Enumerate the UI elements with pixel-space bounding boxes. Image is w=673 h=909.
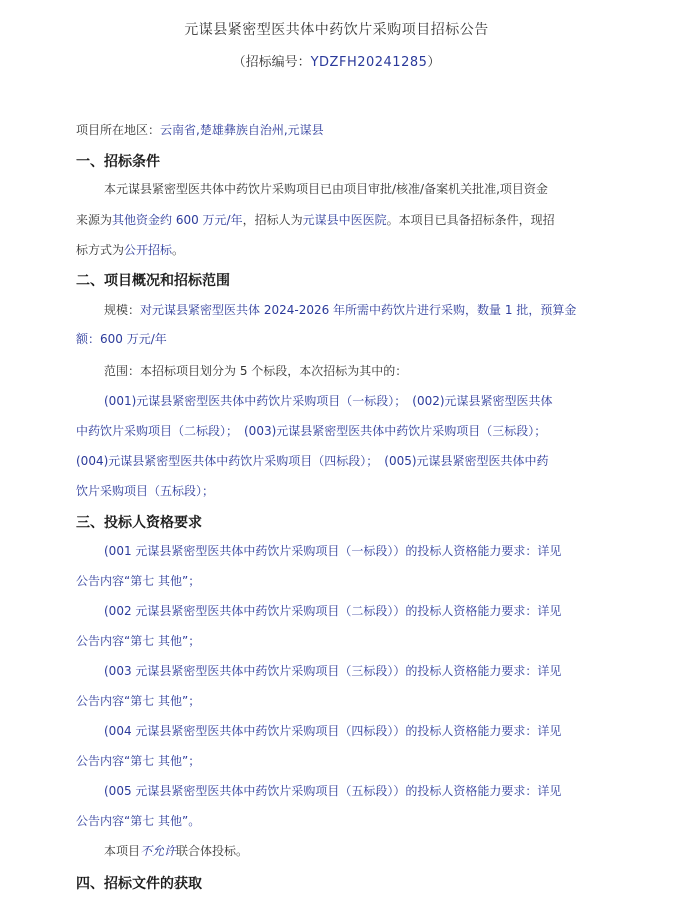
qualification-item: (001 元谋县紧密型医共体中药饮片采购项目（一标段））的投标人资格能力要求：详见 [104,544,562,558]
section-heading-bidding-conditions: 一、招标条件 [76,154,160,170]
tender-method: 公开招标 [124,243,173,257]
text-segment: 标方式为 [76,243,125,257]
tender-number-suffix: ） [427,55,441,70]
text-segment: 联合体投标。 [176,844,249,858]
tenderer-name: 元谋县中医医院 [302,213,387,227]
qualification-item: (002 元谋县紧密型医共体中药饮片采购项目（二标段））的投标人资格能力要求：详见 [104,604,562,618]
text-segment: 。本项目已具备招标条件，现招 [386,213,555,227]
qualification-item: 公告内容“第七 其他”； [76,574,201,588]
lots-line: (004)元谋县紧密型医共体中药饮片采购项目（四标段）； (005)元谋县紧密型医共体中药 [76,454,549,468]
qualification-item: (004 元谋县紧密型医共体中药饮片采购项目（四标段））的投标人资格能力要求：详见 [104,724,562,738]
scale-text: 对元谋县紧密型医共体 2024-2026 年所需中药饮片进行采购，数量 1 批，预算金 [140,303,577,317]
qualification-item: 公告内容“第七 其他”； [76,754,201,768]
tender-number-prefix: （招标编号： [232,55,311,70]
conditions-paragraph-line [76,242,184,258]
fund-source: 其他资金约 600 万元/年 [112,213,243,227]
page-title: 元谋县紧密型医共体中药饮片采购项目招标公告 [184,22,489,38]
section-heading-project-overview: 二、项目概况和招标范围 [76,273,230,289]
text-segment: 本项目 [104,844,141,858]
text-segment: 来源为 [76,213,113,227]
qualification-item: (005 元谋县紧密型医共体中药饮片采购项目（五标段））的投标人资格能力要求：详见 [104,784,562,798]
region-label: 项目所在地区： [76,123,161,137]
qualification-item: 公告内容“第七 其他”。 [76,814,201,828]
text-segment: ，招标人为 [242,213,303,227]
tender-number [0,51,673,70]
project-scale-line [104,302,576,318]
region-value: 云南省,楚雄彝族自治州,元谋县 [160,123,324,137]
conditions-paragraph-line [76,212,555,228]
tender-number-code: YDZFH20241285 [310,55,428,70]
section-heading-bidder-qualifications: 三、投标人资格要求 [76,515,202,531]
project-scale-line: 额：600 万元/年 [76,332,167,346]
project-scope-line: 范围：本招标项目划分为 5 个标段，本次招标为其中的： [104,364,408,378]
project-region [76,122,324,138]
lots-line: (001)元谋县紧密型医共体中药饮片采购项目（一标段）； (002)元谋县紧密型医共体 [104,394,553,408]
qualification-item: 公告内容“第七 其他”； [76,634,201,648]
qualification-item: (003 元谋县紧密型医共体中药饮片采购项目（三标段））的投标人资格能力要求：详见 [104,664,562,678]
section-heading-obtain-documents: 四、招标文件的获取 [76,876,202,892]
scale-label: 规模： [104,303,141,317]
joint-bidding-status: 不允许 [140,844,177,858]
conditions-paragraph-line: 本元谋县紧密型医共体中药饮片采购项目已由项目审批/核准/备案机关批准,项目资金 [104,182,548,196]
lots-line: 中药饮片采购项目（二标段）； (003)元谋县紧密型医共体中药饮片采购项目（三标段）； [76,424,547,438]
text-segment: 。 [172,243,185,257]
qualification-item: 公告内容“第七 其他”； [76,694,201,708]
joint-bidding-line [104,843,248,859]
lots-line: 饮片采购项目（五标段）； [76,484,215,498]
